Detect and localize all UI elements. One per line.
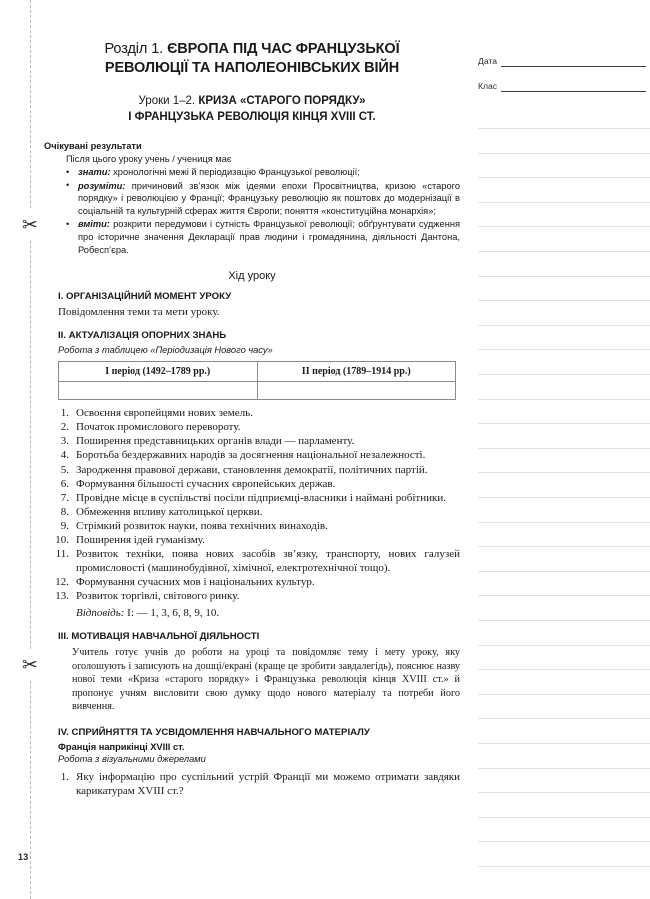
page-content	[44, 40, 460, 798]
answer-line	[44, 607, 460, 619]
chapter-title-main-line1: ЄВРОПА ПІД ЧАС ФРАНЦУЗЬКОЇ	[167, 41, 400, 57]
note-rule-line[interactable]	[478, 669, 650, 670]
note-rule-line[interactable]	[478, 325, 650, 326]
note-rule-line[interactable]	[478, 817, 650, 818]
note-rule-line[interactable]	[478, 472, 650, 473]
table-header-cell: II період (1789–1914 рр.)	[257, 362, 456, 382]
section-heading-organizational: I. ОРГАНІЗАЦІЙНИЙ МОМЕНТ УРОКУ	[58, 291, 232, 303]
class-label: Клас	[478, 81, 498, 91]
note-rule-line[interactable]	[478, 128, 650, 129]
section-subheading-visual-sources: Робота з візуальними джерелами	[58, 753, 206, 764]
table-row	[59, 382, 456, 400]
list-item: Формування більшості сучасних європейських держав.	[76, 477, 336, 490]
list-item	[66, 166, 460, 179]
list-item: Зародження правової держави, становлення демократії, політичних партій.	[76, 463, 428, 476]
list-item: Початок промислового перевороту.	[76, 421, 241, 434]
section-body-motivation: Учитель готує учнів до роботи на уроці та повідомляє тему і мету уроку, яку оголошують і записують на дошці/екрані (краще це зробити завдалегідь), пояснює назву нової теми «Криза «старого порядку» і Французька революція кінця XVIII ст.» й пропонує учням висловити свою думку щодо нового матеріалу та потреби його вивчення.	[72, 647, 460, 713]
section-subheading-actualization: Робота з таблицею «Періодизація Нового часу»	[58, 345, 273, 356]
note-rule-line[interactable]	[478, 300, 650, 301]
note-rule-line[interactable]	[478, 177, 650, 178]
note-rule-line[interactable]	[478, 276, 650, 277]
note-rule-line[interactable]	[478, 694, 650, 695]
class-field-row	[478, 81, 646, 92]
lesson-title	[44, 94, 460, 125]
note-rule-line[interactable]	[478, 841, 650, 842]
list-item: Поширення ідей гуманізму.	[76, 534, 205, 546]
result-term: вміти:	[78, 219, 110, 230]
note-rule-line[interactable]	[478, 620, 650, 621]
notes-panel	[474, 0, 650, 899]
note-rule-line[interactable]	[478, 792, 650, 793]
date-input[interactable]	[501, 56, 646, 67]
list-item: Освоєння європейцями нових земель.	[76, 407, 253, 420]
note-rule-line[interactable]	[478, 595, 650, 596]
list-item: Поширення представницьких органів влади — парламенту.	[76, 435, 355, 448]
note-rule-line[interactable]	[478, 226, 650, 227]
answer-label: Відповідь:	[76, 607, 125, 620]
note-rule-line[interactable]	[478, 497, 650, 498]
page-number: 13	[18, 852, 29, 862]
result-text: хронологічні межі й періодизацію Французької революції;	[110, 167, 360, 177]
dashed-cut-line	[30, 0, 31, 899]
list-item: Формування сучасних мов і національних культур.	[76, 576, 315, 589]
scissors-icon: ✂	[11, 650, 49, 680]
lesson-flow-heading: Хід уроку	[228, 270, 276, 283]
section-heading-actualization: II. АКТУАЛІЗАЦІЯ ОПОРНИХ ЗНАНЬ	[58, 330, 227, 342]
note-rule-line[interactable]	[478, 349, 650, 350]
lesson-title-main-line2: І ФРАНЦУЗЬКА РЕВОЛЮЦІЯ КІНЦЯ XVIII СТ.	[128, 110, 376, 123]
list-item: Боротьба бездержавних народів за досягнення національної незалежності.	[76, 449, 426, 462]
note-rule-line[interactable]	[478, 202, 650, 203]
table-header-row	[59, 362, 456, 382]
note-rule-line[interactable]	[478, 743, 650, 744]
list-item: Провідне місце в суспільстві посіли підприємці-власники і наймані робітники.	[76, 491, 446, 504]
chapter-title-lead: Розділ 1.	[104, 41, 164, 57]
section-heading-perception: IV. СПРИЙНЯТТЯ ТА УСВІДОМЛЕННЯ НАВЧАЛЬНОГО МАТЕРІАЛУ	[58, 726, 370, 738]
scissors-icon: ✂	[11, 210, 49, 240]
table-header-cell: I період (1492–1789 рр.)	[59, 362, 258, 382]
class-input[interactable]	[501, 81, 646, 92]
note-rule-line[interactable]	[478, 718, 650, 719]
note-rule-line[interactable]	[478, 423, 650, 424]
result-term: знати:	[78, 167, 111, 177]
section-body-organizational: Повідомлення теми та мети уроку.	[58, 306, 220, 319]
result-text: причиновий зв’язок між ідеями епохи Просвітництва, кризою «старого порядку» і революцією у Франції; Французьку революцію як поштовх до модернізації в соціальній та культурній сферах життя Європи; поняття «конституційна монархія»;	[78, 180, 460, 216]
expected-results-heading: Очікувані результати	[44, 141, 142, 151]
table-cell[interactable]	[257, 382, 456, 400]
list-item: Розвиток техніки, поява нових засобів зв’язку, транспорту, нових галузей промисловості (машинобудівної, хімічної, електротехнічної тощо).	[76, 548, 460, 575]
date-field-row	[478, 56, 646, 67]
section-subheading-france: Франція наприкінці XVIII ст.	[58, 741, 185, 752]
list-item	[66, 218, 460, 256]
list-item	[66, 180, 460, 218]
note-rule-line[interactable]	[478, 571, 650, 572]
result-text: розкрити передумови і сутність Французької революції; обґрунтувати судження про історичне значення Декларації прав людини і громадянина, діяльності Дантона, Робесп’єра.	[78, 219, 460, 255]
date-label: Дата	[478, 56, 498, 66]
expected-results-intro: Після цього уроку учень / учениця має	[66, 154, 232, 164]
questions-list	[44, 770, 460, 798]
note-rule-line[interactable]	[478, 546, 650, 547]
note-rule-line[interactable]	[478, 522, 650, 523]
answer-value: І: — 1, 3, 6, 8, 9, 10.	[124, 607, 220, 620]
list-item: Розвиток торгівлі, світового ринку.	[76, 590, 240, 603]
lesson-title-lead: Уроки 1–2.	[138, 95, 196, 107]
note-rule-line[interactable]	[478, 768, 650, 769]
chapter-title-main-line2: РЕВОЛЮЦІЇ ТА НАПОЛЕОНІВСЬКИХ ВІЙН	[104, 60, 400, 76]
note-rule-line[interactable]	[478, 866, 650, 867]
period-table	[58, 361, 456, 400]
statements-list	[44, 406, 460, 603]
lesson-title-main-line1: КРИЗА «СТАРОГО ПОРЯДКУ»	[198, 95, 366, 107]
list-item: Яку інформацію про суспільний устрій Франції ми можемо отримати завдяки карикатурам XVIII ст.?	[76, 770, 460, 797]
note-rule-line[interactable]	[478, 153, 650, 154]
list-item: Обмеження впливу католицької церкви.	[76, 505, 263, 518]
note-rule-line[interactable]	[478, 374, 650, 375]
chapter-title	[44, 40, 460, 78]
note-rule-line[interactable]	[478, 448, 650, 449]
cut-margin	[0, 0, 44, 899]
note-rule-line[interactable]	[478, 399, 650, 400]
list-item: Стрімкий розвиток науки, поява технічних винаходів.	[76, 519, 328, 532]
note-rule-line[interactable]	[478, 645, 650, 646]
section-heading-motivation: III. МОТИВАЦІЯ НАВЧАЛЬНОЇ ДІЯЛЬНОСТІ	[58, 631, 260, 643]
table-cell[interactable]	[59, 382, 258, 400]
note-rule-line[interactable]	[478, 251, 650, 252]
expected-results-list	[44, 166, 460, 256]
result-term: розуміти:	[78, 180, 126, 191]
